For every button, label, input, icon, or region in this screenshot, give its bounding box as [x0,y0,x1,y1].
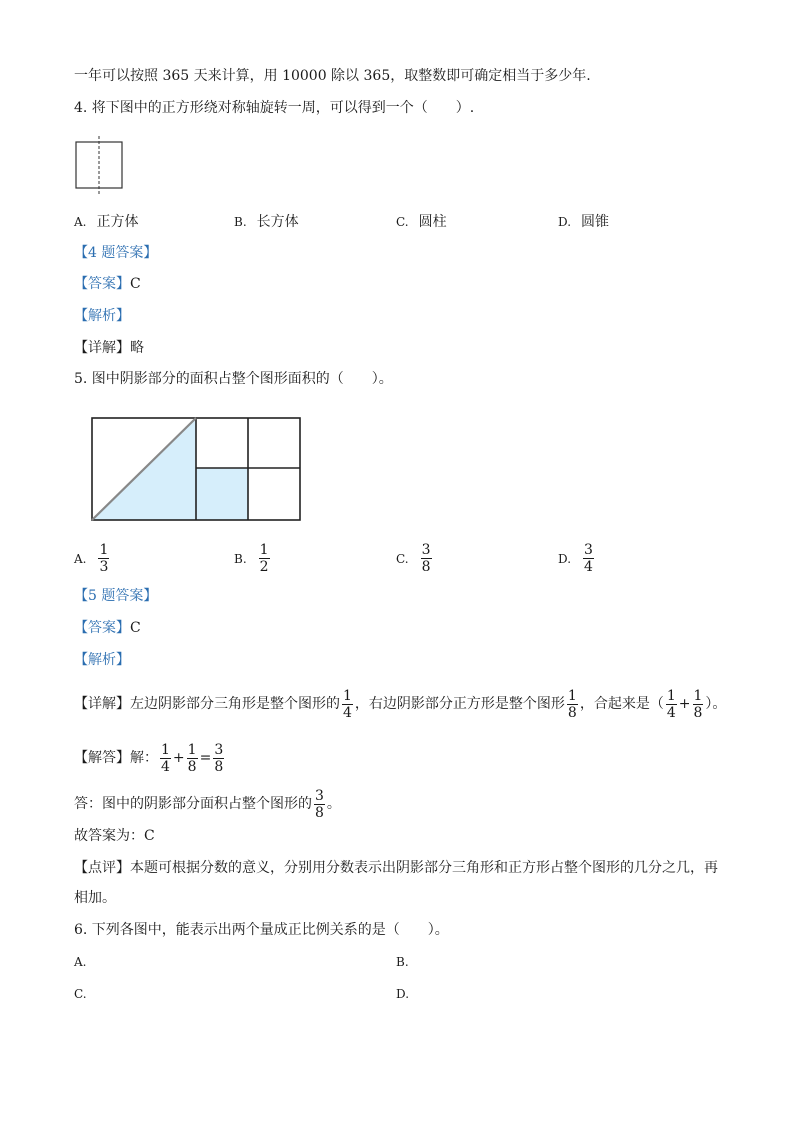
q5-solution-fraction-2 [187,742,198,775]
q4-option-b[interactable] [234,212,299,232]
q5-detail-f3-num: 1 [666,687,676,704]
q5-option-c-num: 3 [421,542,431,558]
q5-detail-f2-den: 8 [567,704,577,721]
q5-detail-f4-num: 1 [693,687,703,704]
q5-shaded-square [196,468,248,520]
q5-solution-equals: = [199,750,212,766]
q5-detail-f2-num: 1 [567,687,577,704]
q5-stem: 5. 图中阴影部分的面积占整个图形面积的（ ）。 [74,371,393,387]
q4-answer-heading: 【4 题答案】 [74,245,158,261]
q5-solution-f1-num: 1 [161,741,170,758]
q5-option-b-fraction [259,542,270,575]
q5-detail-f3-den: 4 [666,704,676,721]
q5-detail-f1-den: 4 [343,704,352,721]
q4-option-a-text: 正方体 [96,214,139,230]
q5-detail-fraction-3 [666,688,677,721]
q5-comment [74,858,718,878]
q5-option-c-den: 8 [421,559,431,575]
q6-stem: 6. 下列各图中，能表示出两个量成正比例关系的是（ ）。 [74,922,449,938]
q6-option-b-label: B. [396,955,409,969]
q4-option-c-label: C. [396,215,409,229]
q5-solution-tag: 【解答】 [74,750,130,766]
q5-detail-fraction-4 [693,688,704,721]
q4-option-b-text: 长方体 [256,214,299,230]
q5-detail-plus: + [678,696,691,712]
q6-option-c[interactable] [74,984,97,1004]
q5-detail [74,686,726,722]
q6-option-d-label: D. [396,987,410,1001]
q5-reply-text-1: 答：图中的阴影部分面积占整个图形的 [74,796,312,812]
q5-final-answer: 故答案为：C [74,828,155,844]
q5-detail-tag: 【详解】 [74,696,130,712]
q4-detail-tag: 【详解】 [74,340,130,356]
q5-option-c[interactable] [396,542,434,575]
q6-option-c-label: C. [74,987,87,1001]
q5-option-b-label: B. [234,551,247,566]
q5-solution-plus: + [172,750,185,766]
q5-detail-f1-num: 1 [343,687,352,704]
q5-answer [74,618,141,638]
q5-reply [74,786,341,822]
q5-reply-text-2: 。 [326,796,341,812]
q4-option-c-text: 圆柱 [418,214,447,230]
q5-option-b[interactable] [234,542,272,575]
q4-answer [74,274,141,294]
q4-option-a[interactable] [74,212,138,232]
q5-option-c-fraction [421,542,432,575]
q4-option-a-label: A. [74,215,87,229]
q4-answer-tag: 【答案】 [74,276,130,292]
q5-detail-text-1: 左边阴影部分三角形是整个图形的 [130,696,340,712]
q6-option-a-label: A. [74,955,87,969]
q4-detail [74,338,144,358]
q5-solution-text-1: 解： [130,750,158,766]
q5-option-a-num: 1 [99,542,109,558]
q6-option-d[interactable] [396,984,419,1004]
q5-solution [74,740,226,776]
q5-solution-f3-den: 8 [214,758,224,775]
q5-detail-fraction-1 [342,688,353,721]
q4-option-d-text: 圆锥 [581,214,610,230]
q4-analysis-tag: 【解析】 [74,308,130,324]
q4-stem: 4. 将下图中的正方形绕对称轴旋转一周，可以得到一个（ ）. [74,100,475,116]
intro-text: 一年可以按照 365 天来计算，用 10000 除以 365，取整数即可确定相当于多少年. [74,68,591,84]
q5-option-a-fraction [98,542,109,575]
q5-reply-num: 3 [315,787,324,804]
q5-option-d-num: 3 [584,542,593,558]
q5-solution-f3-num: 3 [214,741,224,758]
q5-comment-text-2: 相加。 [74,890,116,906]
q5-solution-f2-num: 1 [187,741,197,758]
q5-detail-fraction-2 [567,688,578,721]
q5-option-a[interactable] [74,542,111,575]
q5-option-d-label: D. [558,551,572,566]
q5-reply-fraction [314,788,325,821]
q5-option-b-num: 1 [259,542,269,558]
q5-answer-tag: 【答案】 [74,620,130,636]
q5-option-d[interactable] [558,542,596,575]
q5-detail-f4-den: 8 [693,704,703,721]
q5-option-a-label: A. [74,551,87,566]
q5-solution-f1-den: 4 [161,758,170,775]
q4-option-c[interactable] [396,212,447,232]
q5-solution-fraction-1 [160,742,171,775]
q5-solution-f2-den: 8 [187,758,197,775]
q5-comment-text: 本题可根据分数的意义，分别用分数表示出阴影部分三角形和正方形占整个图形的几分之几，再 [130,860,718,876]
q5-option-d-den: 4 [584,559,593,575]
q5-comment-tag: 【点评】 [74,860,130,876]
q5-reply-den: 8 [315,804,324,821]
q5-option-b-den: 2 [259,559,269,575]
q4-answer-value: C [130,276,141,292]
q5-detail-text-4: ）。 [705,696,727,712]
q5-detail-text-2: ，右边阴影部分正方形是整个图形 [354,696,565,712]
q5-option-a-den: 3 [99,559,109,575]
q5-detail-text-3: ，合起来是（ [579,696,664,712]
q6-option-b[interactable] [396,952,419,972]
q5-solution-fraction-3 [213,742,224,775]
q4-option-d[interactable] [558,212,609,232]
q4-square-figure [74,136,126,198]
q5-answer-heading: 【5 题答案】 [74,588,158,604]
q6-option-a[interactable] [74,952,96,972]
q5-analysis-tag: 【解析】 [74,652,130,668]
q4-option-b-label: B. [234,215,247,229]
q5-answer-value: C [130,620,141,636]
q5-option-c-label: C. [396,551,409,566]
q4-option-d-label: D. [558,215,572,229]
q5-option-d-fraction [583,542,594,575]
q5-figure [90,416,304,524]
q4-detail-text: 略 [130,340,144,356]
